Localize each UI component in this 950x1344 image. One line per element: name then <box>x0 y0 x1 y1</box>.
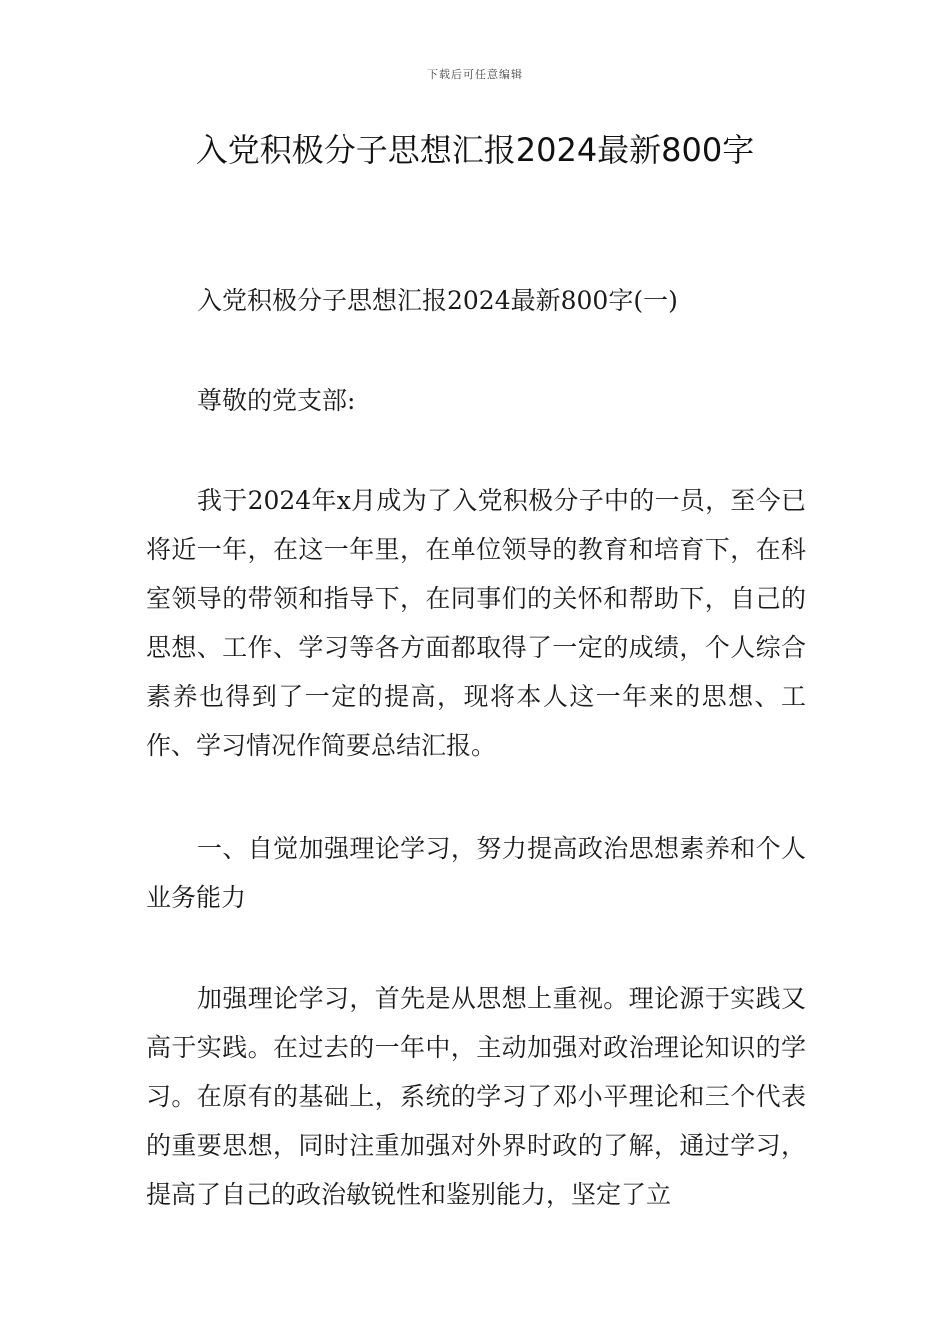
document-title: 入党积极分子思想汇报2024最新800字 <box>195 131 755 169</box>
section-1-heading: 一、自觉加强理论学习，努力提高政治思想素养和个人业务能力 <box>146 834 806 912</box>
report-subtitle: 入党积极分子思想汇报2024最新800字(一) <box>197 286 678 315</box>
intro-paragraph: 我于2024年x月成为了入党积极分子中的一员，至今已将近一年，在这一年里，在单位领导的教育和培育下，在科室领导的带领和指导下，在同事们的关怀和帮助下，自己的思想、工作、学习等各方面都取得了一定的成绩，个人综合素养也得到了一定的提高，现将本人这一年来的思想、工作、学习情况作简要总结汇报。 <box>146 486 806 760</box>
header-note: 下载后可任意编辑 <box>427 68 523 81</box>
salutation: 尊敬的党支部: <box>197 386 356 415</box>
section-1-body: 加强理论学习，首先是从思想上重视。理论源于实践又高于实践。在过去的一年中，主动加强对政治理论知识的学习。在原有的基础上，系统的学习了邓小平理论和三个代表的重要思想，同时注重加强对外界时政的了解，通过学习，提高了自己的政治敏锐性和鉴别能力，坚定了立 <box>146 984 806 1209</box>
